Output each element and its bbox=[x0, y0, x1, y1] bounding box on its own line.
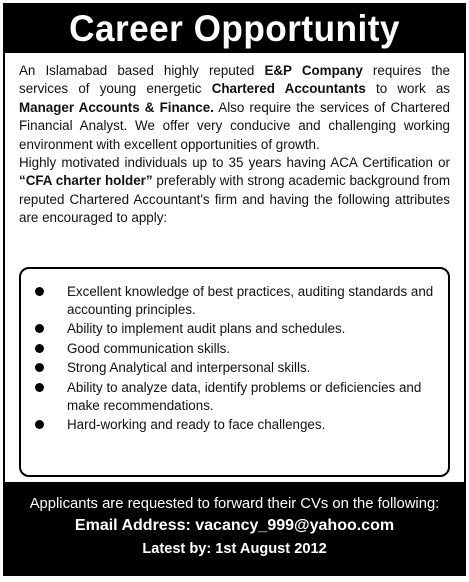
attribute-text: Excellent knowledge of best practices, auditing standards and accounting principles. bbox=[67, 284, 434, 317]
intro-text-1: An Islamabad based highly reputed bbox=[19, 63, 265, 78]
job-advertisement bbox=[3, 3, 466, 576]
requirements-text-1: Highly motivated individuals up to 35 years having ACA Certification or bbox=[19, 155, 450, 171]
requirements-paragraph bbox=[19, 154, 450, 228]
attributes-list bbox=[21, 269, 448, 434]
intro-text-4: Also require the services of Chartered Financial Analyst. We offer very conducive and challenging working environment with excellent opportunities of growth. bbox=[19, 99, 450, 152]
ad-body bbox=[19, 62, 450, 228]
bullet-icon bbox=[35, 363, 44, 372]
role-chartered-accountants: Chartered Accountants bbox=[211, 81, 366, 97]
intro-paragraph bbox=[19, 62, 450, 154]
bullet-icon bbox=[35, 383, 44, 392]
list-item bbox=[35, 379, 436, 414]
bullet-icon bbox=[35, 420, 44, 429]
attribute-text: Good communication skills. bbox=[67, 340, 230, 356]
attribute-text: Ability to implement audit plans and schedules. bbox=[67, 321, 346, 337]
list-item bbox=[35, 359, 436, 377]
attribute-text: Strong Analytical and interpersonal skills. bbox=[67, 360, 311, 376]
list-item bbox=[35, 416, 436, 434]
requirements-text-2: preferably with strong academic background from reputed Chartered Accountant's firm and having the following attributes are encouraged to apply: bbox=[19, 173, 451, 226]
list-item bbox=[35, 283, 436, 318]
attributes-box bbox=[19, 267, 450, 477]
company-name: E&P Company bbox=[264, 63, 363, 78]
footer-banner bbox=[5, 482, 464, 574]
ad-title: Career Opportunity bbox=[69, 8, 400, 49]
intro-text-3: to work as bbox=[365, 81, 451, 97]
bullet-icon bbox=[35, 324, 44, 333]
bullet-icon bbox=[35, 287, 44, 296]
role-manager-accounts: Manager Accounts & Finance. bbox=[19, 99, 214, 115]
bullet-icon bbox=[35, 344, 44, 353]
header-banner bbox=[5, 5, 464, 53]
list-item bbox=[35, 320, 436, 338]
email-address: Email Address: vacancy_999@yahoo.com bbox=[74, 517, 395, 534]
attribute-text: Hard-working and ready to face challenges. bbox=[67, 417, 326, 433]
deadline: Latest by: 1st August 2012 bbox=[142, 541, 327, 557]
list-item bbox=[35, 340, 436, 358]
application-instruction: Applicants are requested to forward their CVs on the following: bbox=[29, 496, 440, 512]
attribute-text: Ability to analyze data, identify problems or deficiencies and make recommendations. bbox=[67, 379, 422, 413]
cfa-holder: “CFA charter holder” bbox=[19, 173, 153, 189]
intro-text-2: requires the services of young energetic bbox=[19, 63, 450, 97]
